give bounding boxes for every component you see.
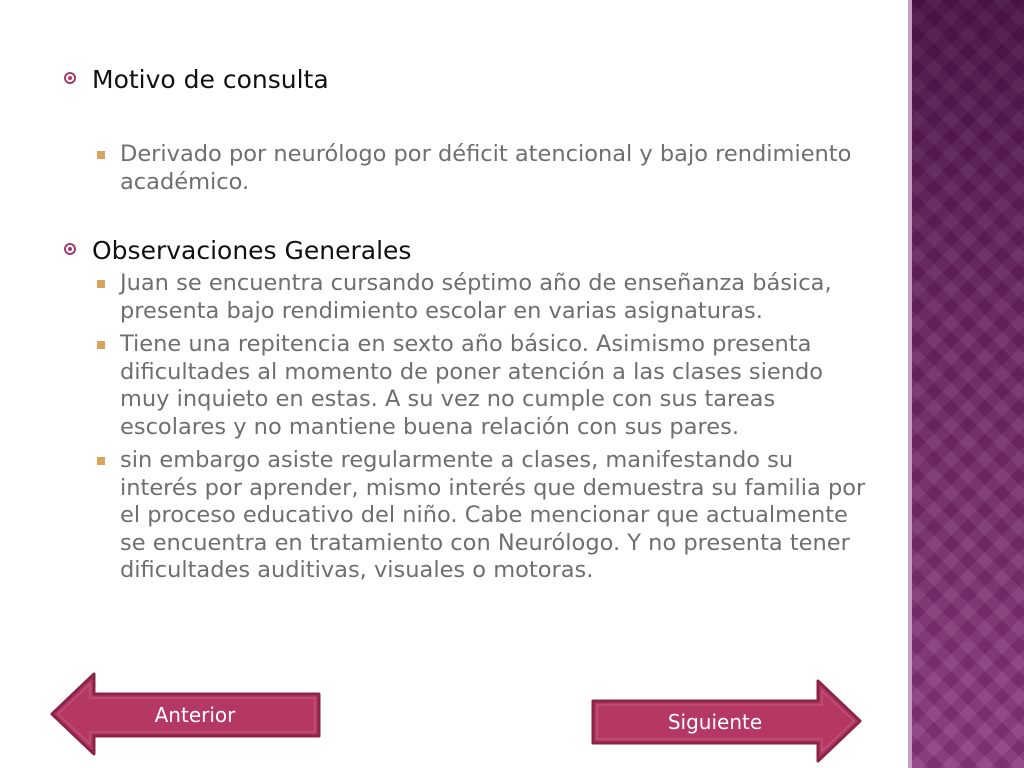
section-heading-motivo (60, 63, 870, 97)
section-heading-text: Observaciones Generales (92, 236, 412, 265)
list-item-text: Tiene una repitencia en sexto año básico. Asimismo presenta dificultades al momento de poner atención a las clases siendo muy inquieto en estas. A su vez no cumple con sus tareas escolares y no mantiene buena relación con sus pares. (120, 331, 824, 440)
decorative-side-band (912, 0, 1024, 768)
previous-button[interactable] (50, 672, 322, 756)
list-item (60, 447, 870, 585)
list-item (60, 270, 870, 325)
square-bullet-icon (97, 280, 105, 288)
circled-dot-icon (64, 72, 76, 84)
section-heading-observaciones (60, 234, 870, 268)
circled-dot-icon (64, 243, 76, 255)
next-button[interactable] (590, 678, 862, 764)
list-item-text: Derivado por neurólogo por déficit atencional y bajo rendimiento académico. (120, 141, 852, 195)
square-bullet-icon (97, 151, 105, 159)
previous-button-label: Anterior (154, 703, 236, 727)
list-item (60, 141, 870, 196)
list-item-text: Juan se encuentra cursando séptimo año de enseñanza básica, presenta bajo rendimiento escolar en varias asignaturas. (120, 270, 832, 324)
next-button-label: Siguiente (667, 710, 763, 734)
list-item-text: sin embargo asiste regularmente a clases, manifestando su interés por aprender, mismo interés que demuestra su familia por el proceso educativo del niño. Cabe mencionar que actualmente se encuentra en tratamiento con Neurólogo. Y no presenta tener dificultades auditivas, visuales o motoras. (120, 447, 866, 583)
section-heading-text: Motivo de consulta (92, 65, 329, 94)
slide-content (60, 60, 870, 585)
square-bullet-icon (97, 341, 105, 349)
list-item (60, 331, 870, 441)
square-bullet-icon (97, 457, 105, 465)
